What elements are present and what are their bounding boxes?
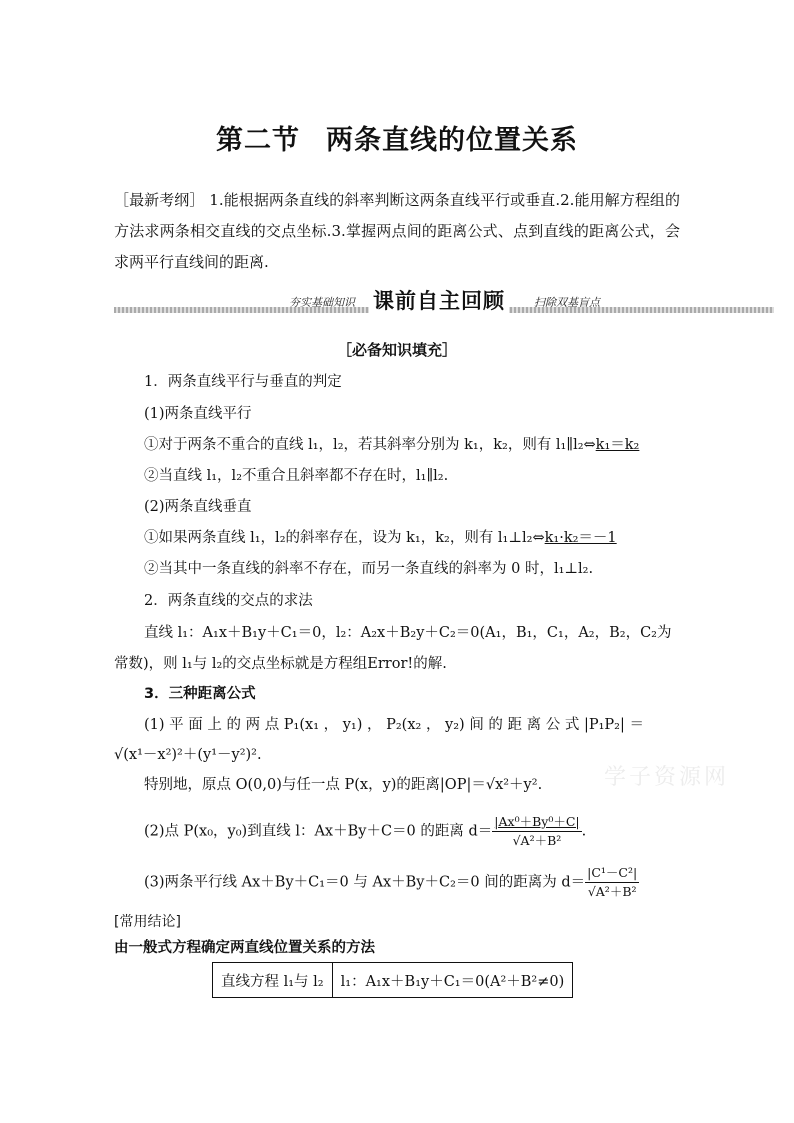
s1-line2: ②当直线 l₁，l₂不重合且斜率都不存在时，l₁∥l₂. <box>144 468 449 484</box>
s1-line1 <box>144 433 639 454</box>
s3-heading: 3．三种距离公式 <box>144 686 256 702</box>
s1-heading: 1．两条直线平行与垂直的判定 <box>144 374 342 390</box>
parallel-distance-fraction <box>585 864 639 901</box>
page-title <box>0 118 794 157</box>
s2-line1: 直线 l₁：A₁x＋B₁y＋C₁＝0，l₂：A₂x＋B₂y＋C₂＝0(A₁，B₁，C₁，A₂，B₂，C₂为 <box>144 625 672 641</box>
banner-title: 课前自主回顾 <box>369 285 509 315</box>
table-cell-equation: l₁：A₁x＋B₁y＋C₁＝0(A²＋B²≠0) <box>332 963 573 998</box>
watermark: 学子资源网 <box>604 765 730 790</box>
s1-line3-text: ①如果两条直线 l₁，l₂的斜率存在，设为 k₁，k₂，则有 l₁⊥l₂⇔ <box>144 530 545 546</box>
knowledge-section-heading: ［必备知识填充］ <box>336 341 457 359</box>
banner-right-text: 扫除双基盲点 <box>534 296 600 309</box>
table-row <box>213 963 573 998</box>
banner-left-text: 夯实基础知识 <box>289 296 355 309</box>
title-section-number: 第二节 <box>216 125 300 156</box>
s1-sub2: (2)两条直线垂直 <box>144 499 252 515</box>
s3-line5 <box>144 864 639 901</box>
conclusion-heading: 由一般式方程确定两直线位置关系的方法 <box>114 940 375 956</box>
table-cell-label: 直线方程 l₁与 l₂ <box>213 963 333 998</box>
s1-line3-answer: k₁·k₂＝－1 <box>544 530 617 546</box>
section-banner <box>114 285 774 315</box>
s2-heading: 2．两条直线的交点的求法 <box>144 593 313 609</box>
point-line-distance-fraction <box>492 813 581 850</box>
conclusion-table <box>212 962 573 998</box>
title-text: 两条直线的位置关系 <box>326 125 578 156</box>
s2-line2: 常数)，则 l₁与 l₂的交点坐标就是方程组Error!的解. <box>114 656 447 672</box>
s3-line1: (1) 平 面 上 的 两 点 P₁(x₁ ， y₁) ， P₂(x₂ ， y₂) 间 的 距 离 公 式 |P₁P₂| ＝ <box>144 717 644 733</box>
s3-line4: (2)点 P(x₀，y₀)到直线 l：Ax＋By＋C＝0 的距离 d＝ $\frac{\text{|Ax⁰＋By⁰＋C|}}{\text{√A²＋B²}}$ . <box>144 814 587 848</box>
s1-line1-answer: k₁＝k₂ <box>595 437 640 453</box>
intro-paragraph: ［最新考纲］ 1.能根据两条直线的斜率判断这两条直线平行或垂直.2.能用解方程组的方法求两条相交直线的交点坐标.3.掌握两点间的距离公式、点到直线的距离公式，会求两平行直线间的距离. <box>114 191 680 271</box>
fraction-denominator: √A²＋B² <box>587 884 637 899</box>
fraction-denominator: √A²＋B² <box>512 833 562 848</box>
fraction-numerator: |Ax⁰＋By⁰＋C| <box>492 813 581 832</box>
fraction-numerator: |C¹－C²| <box>585 864 639 883</box>
s3-line5-text: (3)两条平行线 Ax＋By＋C₁＝0 与 Ax＋By＋C₂＝0 间的距离为 d＝ <box>144 874 586 891</box>
s3-line4-text: (2)点 P(x₀，y₀)到直线 l：Ax＋By＋C＝0 的距离 d＝ <box>144 823 493 840</box>
s1-line4: ②当其中一条直线的斜率不存在，而另一条直线的斜率为 0 时，l₁⊥l₂. <box>144 561 594 577</box>
s3-line2: √(x¹－x²)²＋(y¹－y²)². <box>114 747 262 763</box>
s1-line1-text: ①对于两条不重合的直线 l₁，l₂，若其斜率分别为 k₁，k₂，则有 l₁∥l₂⇔ <box>144 437 596 453</box>
conclusion-tag: [常用结论] <box>114 914 181 930</box>
s3-line3: 特别地，原点 O(0,0)与任一点 P(x，y)的距离|OP|＝√x²＋y². <box>144 777 543 793</box>
s1-sub1: (1)两条直线平行 <box>144 406 252 422</box>
s1-line3 <box>144 526 617 547</box>
